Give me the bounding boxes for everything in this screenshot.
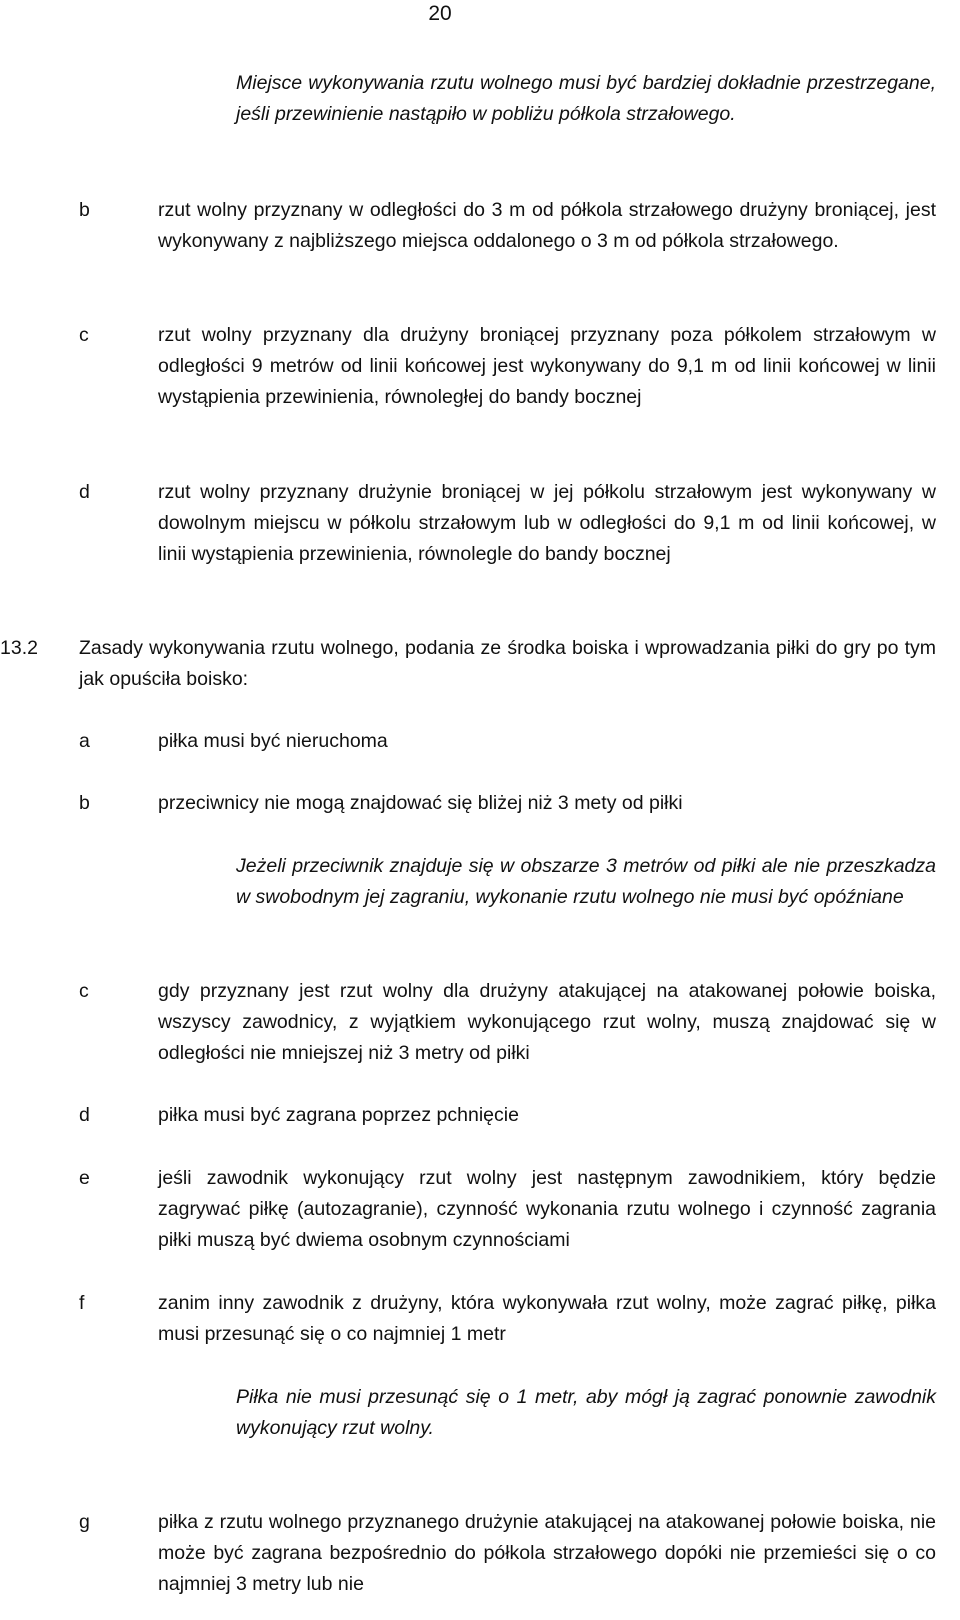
item-letter-c-pre: c: [79, 324, 89, 346]
section-number: 13.2: [0, 637, 38, 659]
item-text-a: piłka musi być nieruchoma: [158, 730, 388, 752]
item-letter-a: a: [79, 730, 90, 752]
item-letter-d: d: [79, 1104, 90, 1126]
note-f: Piłka nie musi przesunąć się o 1 metr, aby mógł ją zagrać ponownie zawodnik wykonujący rzut wolny.: [236, 1386, 936, 1439]
item-text-c: gdy przyznany jest rzut wolny dla drużyny atakującej na atakowanej połowie boiska, wszyscy zawodnicy, z wyjątkiem wykonującego rzut wolny, muszą znajdować się w odległości nie mniejszej niż 3 metry od piłki: [158, 980, 936, 1064]
item-text-g: piłka z rzutu wolnego przyznanego drużynie atakującej na atakowanej połowie boiska, nie może być zagrana bezpośrednio do półkola strzałowego dopóki nie przemieści się o co najmniej 3 metry lub nie: [158, 1511, 936, 1595]
item-text-d: piłka musi być zagrana poprzez pchnięcie: [158, 1104, 519, 1126]
item-text-b: przeciwnicy nie mogą znajdować się bliżej niż 3 mety od piłki: [158, 792, 683, 814]
item-letter-e: e: [79, 1167, 90, 1189]
item-text-c-pre: rzut wolny przyznany dla drużyny broniącej przyznany poza półkolem strzałowym w odległości 9 metrów od linii końcowej jest wykonywany do 9,1 m od linii końcowej w linii wystąpienia przewinienia, równoległej do bandy bocznej: [158, 324, 936, 408]
item-text-f: zanim inny zawodnik z drużyny, która wykonywała rzut wolny, może zagrać piłkę, piłka musi przesunąć się o co najmniej 1 metr: [158, 1292, 936, 1345]
item-text-e: jeśli zawodnik wykonujący rzut wolny jest następnym zawodnikiem, który będzie zagrywać piłkę (autozagranie), czynność wykonania rzutu wolnego i czynność zagrania piłki muszą być dwiema osobnym czynnościami: [158, 1167, 936, 1251]
item-text-d-pre: rzut wolny przyznany drużynie broniącej w jej półkolu strzałowym jest wykonywany w dowolnym miejscu w półkolu strzałowym lub w odległości do 9,1 m od linii końcowej, w linii wystąpienia przewinienia, równolegle do bandy bocznej: [158, 481, 936, 565]
section-title: Zasady wykonywania rzutu wolnego, podania ze środka boiska i wprowadzania piłki do gry po tym jak opuściła boisko:: [79, 637, 936, 690]
item-letter-b: b: [79, 792, 90, 814]
item-letter-g: g: [79, 1511, 90, 1533]
item-letter-d-pre: d: [79, 481, 90, 503]
page-number: 20: [428, 2, 452, 25]
note-b: Jeżeli przeciwnik znajduje się w obszarze 3 metrów od piłki ale nie przeszkadza w swobodnym jej zagraniu, wykonanie rzutu wolnego nie musi być opóźniane: [236, 855, 936, 908]
item-letter-b-pre: b: [79, 199, 90, 221]
top-note: Miejsce wykonywania rzutu wolnego musi być bardziej dokładnie przestrzegane, jeśli przewinienie nastąpiło w pobliżu półkola strzałowego.: [236, 72, 936, 125]
item-text-b-pre: rzut wolny przyznany w odległości do 3 m od półkola strzałowego drużyny broniącej, jest wykonywany z najbliższego miejsca oddalonego o 3 m od półkola strzałowego.: [158, 199, 936, 252]
item-letter-c: c: [79, 980, 89, 1002]
item-letter-f: f: [79, 1292, 85, 1314]
